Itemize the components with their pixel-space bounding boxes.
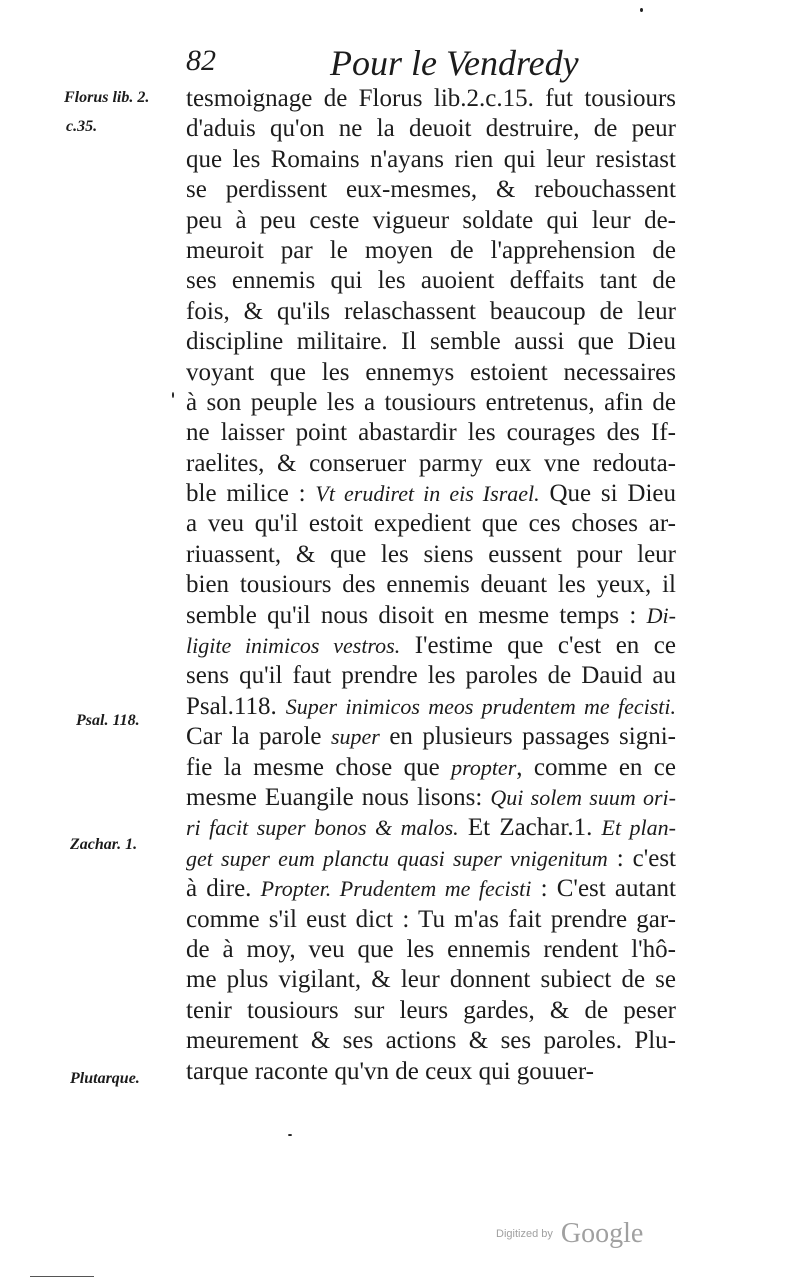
text-run: à son peuple les a tousiours entretenus, afin de — [186, 388, 676, 416]
text-line — [186, 236, 676, 266]
text-run: fie la mesme chose que — [186, 753, 452, 781]
text-run: sens qu'il faut prendre les paroles de Dauid au — [186, 662, 676, 690]
text-line — [186, 388, 676, 418]
margin-note: Zachar. 1. — [70, 836, 138, 853]
text-line — [186, 905, 676, 935]
text-line — [186, 327, 676, 357]
margin-note: Florus lib. 2. — [64, 89, 150, 106]
text-line — [186, 813, 676, 843]
text-line — [186, 692, 676, 722]
text-run: Psal.118. — [186, 692, 286, 720]
text-line — [186, 570, 676, 600]
text-line — [186, 844, 676, 874]
text-line — [186, 84, 676, 114]
text-run: : c'est — [607, 844, 676, 872]
text-run: semble qu'il nous disoit en mesme temps : — [186, 601, 647, 629]
text-run: me plus vigilant, & leur donnent subiect de se — [186, 966, 676, 994]
text-run: mesme Euangile nous lisons: — [186, 783, 491, 811]
latin-quote: get super eum planctu quasi super vnigenitum — [186, 845, 608, 871]
text-run: ne laisser point abastardir les courages des If- — [186, 419, 676, 447]
latin-quote: Et plan- — [601, 815, 676, 841]
text-run: tarque raconte qu'vn de ceux qui gouuer- — [186, 1057, 595, 1085]
text-run: : C'est autant — [531, 875, 677, 903]
ink-speck — [640, 8, 643, 12]
text-line — [186, 722, 676, 752]
text-line — [186, 297, 676, 327]
text-run: voyant que les ennemys estoient necessaires — [186, 358, 676, 386]
text-line — [186, 631, 676, 661]
latin-quote: ligite inimicos vestros. — [186, 633, 401, 659]
latin-quote: Di- — [646, 602, 676, 628]
margin-note: Psal. 118. — [76, 712, 140, 729]
margin-note: Plutarque. — [70, 1070, 140, 1087]
latin-quote: super — [330, 724, 380, 750]
text-run: Que si Dieu — [539, 480, 676, 508]
text-line — [186, 358, 676, 388]
running-title: Pour le Vendredy — [330, 43, 579, 83]
text-run: meuroit par le moyen de l'apprehension de — [186, 236, 676, 264]
text-run: , comme en ce — [516, 753, 676, 781]
text-run: à dire. — [186, 875, 261, 903]
text-line — [186, 753, 676, 783]
ink-speck — [172, 392, 174, 398]
text-run: peu à peu ceste vigueur soldate qui leur de- — [186, 206, 676, 234]
text-run: ses ennemis qui les auoient deffaits tant de — [186, 267, 676, 295]
text-line — [186, 145, 676, 175]
text-run: a veu qu'il estoit expedient que ces choses ar- — [186, 510, 676, 538]
latin-quote: propter — [451, 754, 517, 780]
text-line — [186, 266, 676, 296]
text-run: en plusieurs passages signi- — [379, 723, 676, 751]
text-run: bien tousiours des ennemis deuant les yeux, il — [186, 571, 676, 599]
latin-quote: Vt erudiret in eis Israel. — [315, 481, 540, 507]
text-run: Car la parole — [186, 723, 331, 751]
ink-speck — [288, 1134, 292, 1136]
text-run: tesmoignage de Florus lib.2.c.15. fut tousiours — [186, 85, 676, 112]
text-line — [186, 509, 676, 539]
watermark-prefix: Digitized by — [496, 1228, 553, 1240]
text-run: tenir tousiours sur leurs gardes, & de peser — [186, 996, 676, 1024]
text-run: fois, & qu'ils relaschassent beaucoup de leur — [186, 297, 676, 325]
text-line — [186, 783, 676, 813]
watermark-brand: Google — [560, 1218, 644, 1249]
page-number: 82 — [186, 44, 216, 77]
text-run: discipline militaire. Il semble aussi que Dieu — [186, 328, 676, 356]
text-run: que les Romains n'ayans rien qui leur resistast — [186, 145, 676, 173]
text-run: se perdissent eux-mesmes, & rebouchassent — [186, 176, 676, 204]
text-line — [186, 479, 676, 509]
digitized-watermark — [496, 1218, 643, 1250]
text-line — [186, 175, 676, 205]
text-line — [186, 601, 676, 631]
text-run: meurement & ses actions & ses paroles. Plu- — [186, 1027, 676, 1055]
text-run: d'aduis qu'on ne la deuoit destruire, de peur — [186, 115, 676, 143]
text-line — [186, 935, 676, 965]
bottom-rule — [30, 1276, 94, 1277]
margin-note: c.35. — [66, 118, 98, 135]
text-run: ble milice : — [186, 480, 316, 508]
page-header — [182, 42, 622, 86]
text-run: riuassent, & que les siens eussent pour leur — [186, 540, 676, 568]
text-line — [186, 114, 676, 144]
text-line — [186, 661, 676, 691]
latin-quote: Qui solem suum ori- — [490, 784, 676, 810]
text-line — [186, 418, 676, 448]
text-line — [186, 965, 676, 995]
latin-quote: Super inimicos meos prudentem me fecisti. — [285, 693, 677, 719]
text-run: Et Zachar.1. — [458, 814, 602, 842]
text-line — [186, 540, 676, 570]
text-run: I'estime que c'est en ce — [400, 632, 676, 660]
text-line — [186, 206, 676, 236]
latin-quote: ri facit super bonos & malos. — [186, 815, 459, 841]
text-run: de à moy, veu que les ennemis rendent l'hô- — [186, 935, 676, 963]
text-line — [186, 996, 676, 1026]
text-line — [186, 874, 676, 904]
text-line — [186, 1026, 676, 1056]
latin-quote: Propter. Prudentem me fecisti — [260, 876, 532, 902]
text-line — [186, 449, 676, 479]
text-run: raelites, & conseruer parmy eux vne redouta- — [186, 449, 676, 477]
text-run: comme s'il eust dict : Tu m'as fait prendre gar- — [186, 905, 676, 933]
body-text — [186, 84, 676, 1087]
text-line — [186, 1057, 676, 1087]
